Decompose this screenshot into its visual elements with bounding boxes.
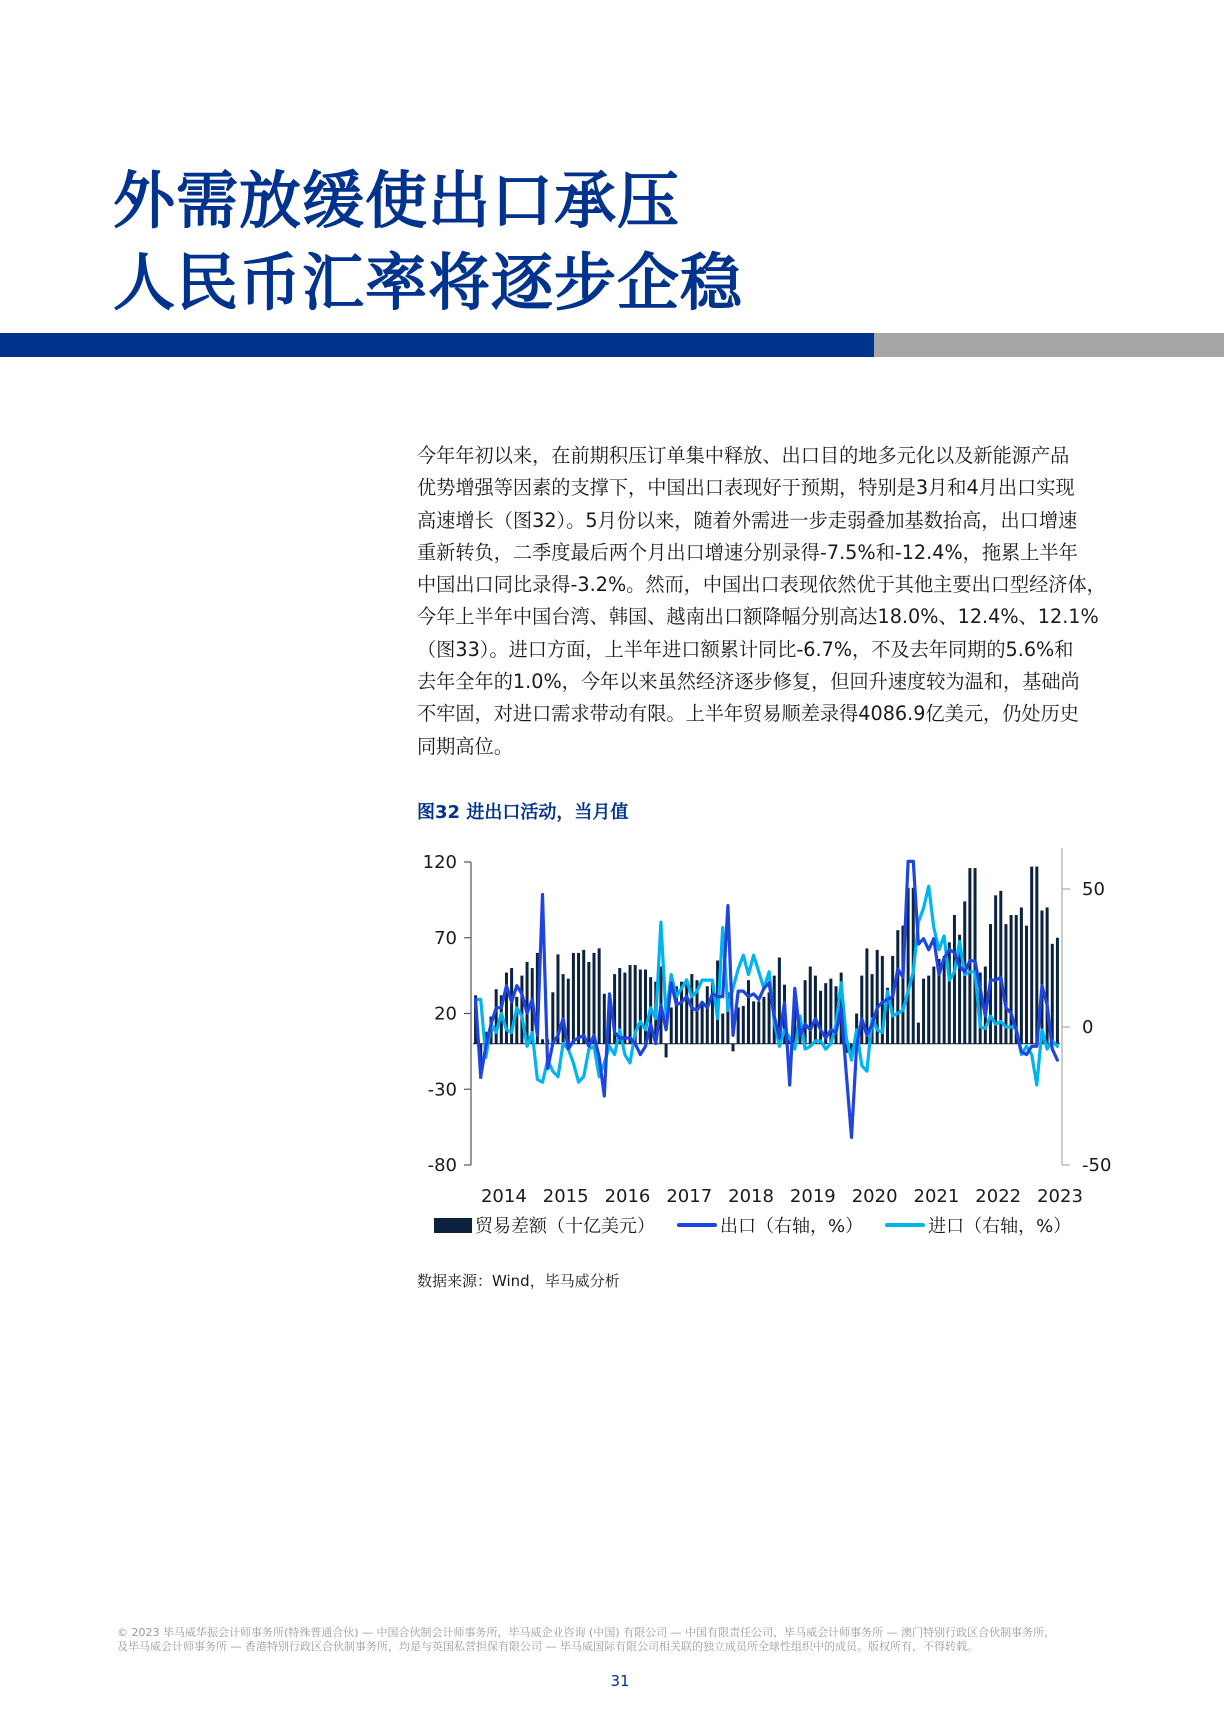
body-line: 不牢固，对进口需求带动有限。上半年贸易顺差录得4086.9亿美元，仍处历史: [417, 702, 1079, 726]
trade-balance-bar: [762, 997, 765, 1044]
trade-balance-bar: [974, 868, 977, 1044]
trade-balance-bar: [1020, 907, 1023, 1043]
trade-balance-bar: [922, 979, 925, 1044]
trade-balance-bar: [520, 976, 523, 1044]
trade-balance-bar: [1010, 915, 1013, 1044]
trade-balance-bar: [891, 956, 894, 1044]
trade-balance-bar: [670, 1007, 673, 1043]
left-axis-tick: 120: [422, 852, 457, 873]
body-line: 中国出口同比录得-3.2%。然而，中国出口表现依然优于其他主要出口型经济体，: [417, 573, 1106, 597]
trade-balance-bar: [747, 980, 750, 1044]
legend-trade-balance: [434, 1212, 655, 1238]
title-divider-bar: [0, 333, 1224, 357]
x-axis-tick: 2019: [789, 1186, 836, 1207]
body-line: （图33）。进口方面，上半年进口额累计同比-6.7%，不及去年同期的5.6%和: [417, 637, 1074, 661]
trade-balance-bar: [732, 1044, 735, 1052]
data-source-note: 数据来源：Wind，毕马威分析: [417, 1272, 620, 1290]
body-line: 同期高位。: [417, 734, 513, 758]
left-axis-tick: -80: [427, 1155, 457, 1176]
left-axis-tick: 70: [434, 927, 457, 949]
trade-balance-bar: [896, 930, 899, 1044]
x-axis-tick: 2018: [728, 1186, 774, 1207]
right-axis-tick: 0: [1082, 1017, 1094, 1038]
legend-label: 出口（右轴，%）: [720, 1216, 864, 1237]
trade-balance-bar: [582, 950, 585, 1044]
trade-balance-bar: [577, 953, 580, 1044]
trade-balance-bar: [572, 953, 575, 1044]
x-axis-tick: 2016: [604, 1186, 651, 1207]
x-axis-tick: 2017: [666, 1186, 713, 1207]
body-line: 高速增长（图32）。5月份以来，随着外需进一步走弱叠加基数抬高，出口增速: [417, 508, 1078, 532]
chart-canvas: [400, 840, 1120, 1210]
trade-balance-bar: [932, 967, 935, 1044]
trade-balance-bar: [495, 989, 498, 1044]
legend-exports: [677, 1212, 863, 1238]
legend-imports: [885, 1212, 1071, 1238]
trade-balance-bar: [927, 976, 930, 1044]
trade-balance-bar: [860, 976, 863, 1044]
chart-legend: [434, 1212, 1071, 1238]
line-swatch-icon: [885, 1223, 925, 1227]
x-axis-tick: 2020: [851, 1186, 898, 1207]
trade-balance-bar: [809, 967, 812, 1044]
trade-balance-bar: [953, 915, 956, 1044]
right-axis-tick: -50: [1082, 1155, 1112, 1176]
body-line: 今年年初以来，在前期积压订单集中释放、出口目的地多元化以及新能源产品: [417, 444, 1070, 467]
trade-balance-bar: [623, 973, 626, 1044]
legend-label: 进口（右轴，%）: [928, 1216, 1072, 1237]
page-title: [113, 160, 743, 324]
trade-balance-bar: [505, 973, 508, 1044]
trade-balance-bar: [917, 1023, 920, 1044]
trade-balance-bar: [1056, 938, 1059, 1044]
line-swatch-icon: [677, 1223, 717, 1227]
x-axis-tick: 2023: [1037, 1186, 1083, 1207]
x-axis-tick: 2014: [480, 1186, 527, 1207]
trade-balance-bar: [752, 1001, 755, 1043]
trade-balance-bar: [541, 1039, 544, 1044]
trade-balance-bar: [1025, 926, 1028, 1044]
title-bar-primary: [0, 333, 874, 357]
page-title-line-1: 外需放缓使出口承压: [113, 164, 681, 237]
body-paragraph: [417, 440, 1117, 763]
left-axis-tick: -30: [427, 1079, 457, 1101]
trade-balance-bar: [1030, 867, 1033, 1044]
trade-balance-bar: [742, 1006, 745, 1044]
legend-label: 贸易差额（十亿美元）: [475, 1216, 655, 1237]
trade-balance-bar: [593, 953, 596, 1044]
body-line: 重新转负，二季度最后两个月出口增速分别录得-7.5%和-12.4%，拖累上半年: [417, 540, 1078, 564]
trade-balance-bar: [1040, 910, 1043, 1043]
trade-balance-bar: [598, 948, 601, 1043]
figure-title: 图32 进出口活动，当月值: [417, 802, 629, 823]
trade-balance-bar: [665, 1044, 668, 1058]
title-bar-secondary: [874, 333, 1224, 357]
page-title-line-2: 人民币汇率将逐步企稳: [113, 246, 744, 319]
trade-balance-bar: [587, 962, 590, 1044]
trade-balance-bar: [701, 1001, 704, 1043]
trade-balance-bar: [603, 994, 606, 1044]
trade-balance-bar: [639, 970, 642, 1044]
x-axis-tick: 2022: [975, 1186, 1022, 1207]
trade-balance-bar: [721, 1014, 724, 1044]
trade-balance-bar: [706, 986, 709, 1044]
footer-line: © 2023 毕马威华振会计师事务所(特殊普通合伙) — 中国合伙制会计师事务所，毕马威企业咨询 (中国) 有限公司 — 中国有限责任公司，毕马威会计师事务所 — 澳门特别行政区合伙制事务所，: [117, 1626, 1056, 1639]
body-line: 去年全年的1.0%，今年以来虽然经济逐步修复，但回升速度较为温和，基础尚: [417, 670, 1080, 694]
trade-balance-bar: [551, 992, 554, 1044]
trade-balance-bar: [757, 1001, 760, 1043]
x-axis-tick: 2021: [913, 1186, 960, 1207]
left-axis-tick: 20: [434, 1003, 457, 1025]
trade-balance-bar: [814, 976, 817, 1044]
copyright-footer: [117, 1626, 1117, 1654]
x-axis-tick: 2015: [542, 1186, 589, 1207]
body-line: 今年上半年中国台湾、韩国、越南出口额降幅分别高达18.0%、12.4%、12.1%: [417, 605, 1099, 629]
trade-balance-bar: [968, 868, 971, 1044]
trade-balance-bar: [644, 970, 647, 1044]
bar-swatch-icon: [434, 1218, 472, 1233]
trade-chart: [400, 840, 1120, 1240]
right-axis-tick: 50: [1082, 879, 1105, 900]
trade-balance-bar: [629, 965, 632, 1044]
body-line: 优势增强等因素的支撑下，中国出口表现好于预期，特别是3月和4月出口实现: [417, 476, 1075, 500]
trade-balance-bar: [943, 956, 946, 1044]
footer-line: 及毕马威会计师事务所 — 香港特别行政区合伙制事务所，均是与英国私营担保有限公司 — 毕马威国际有限公司相关联的独立成员所全球性组织中的成员。版权所有，不得转载。: [117, 1640, 978, 1653]
trade-balance-bar: [768, 992, 771, 1044]
page-number: 31: [610, 1672, 630, 1690]
trade-balance-bar: [819, 991, 822, 1044]
